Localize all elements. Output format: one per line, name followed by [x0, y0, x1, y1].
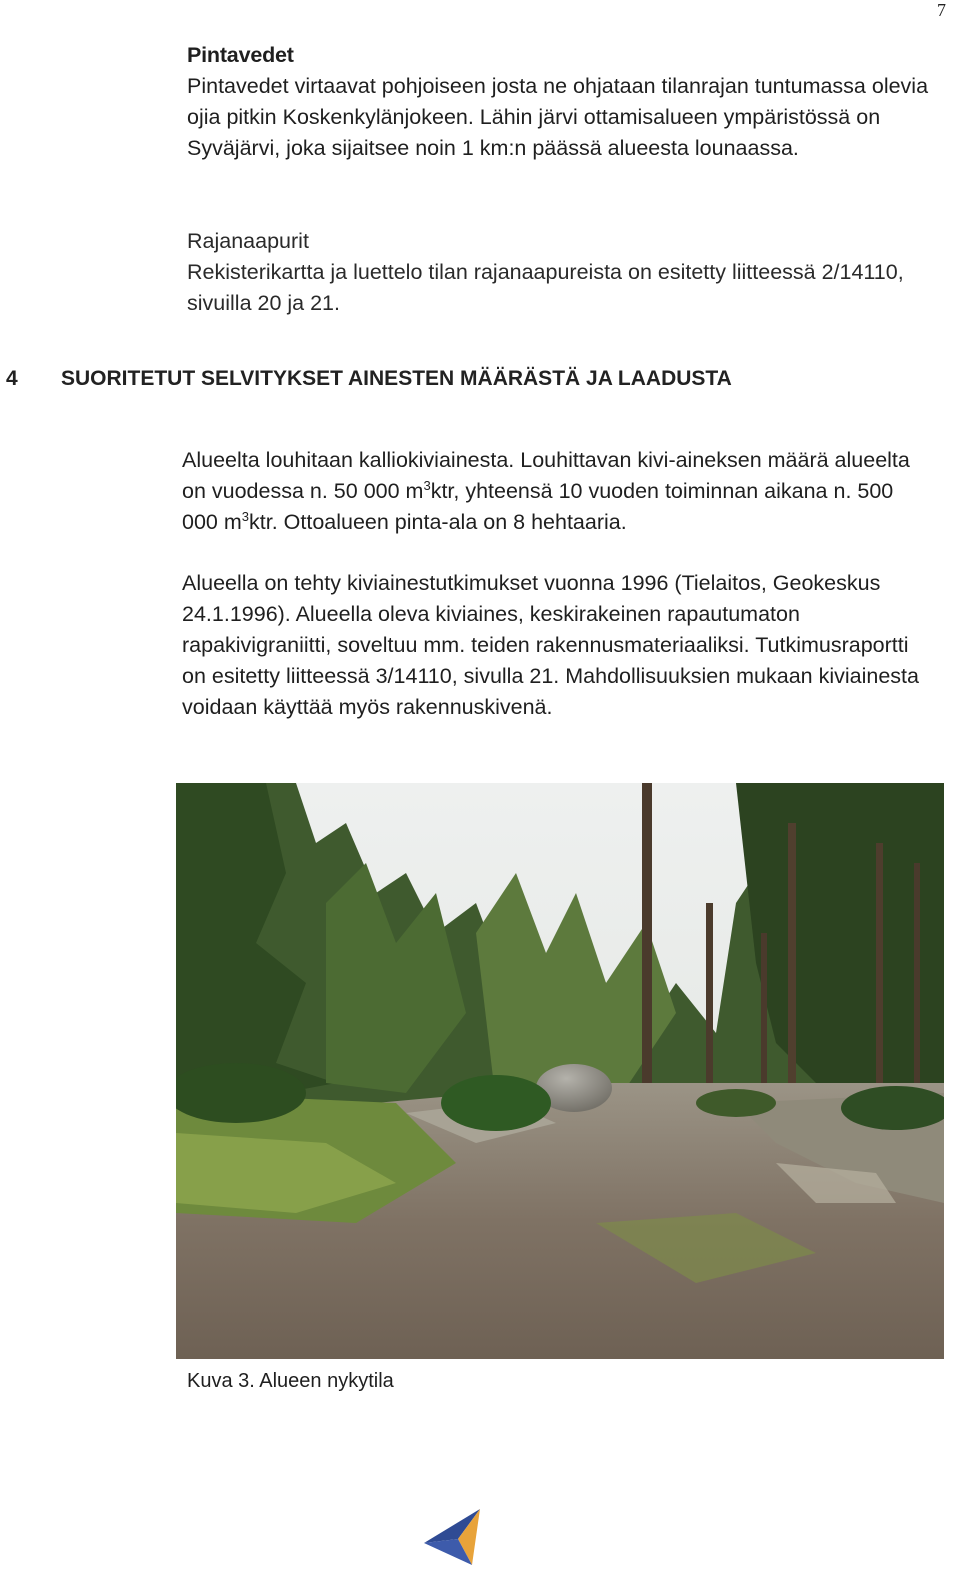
section-heading — [6, 367, 926, 391]
section-title: SUORITETUT SELVITYKSET AINESTEN MÄÄRÄSTÄ JA LAADUSTA — [61, 367, 732, 390]
para1-text-a: Alueelta louhitaan kalliokiviainesta. Louhittavan kivi-aineksen määrä alueelta on vuodessa n. 50 000 m — [182, 448, 910, 503]
pintavedet-title: Pintavedet — [187, 43, 294, 67]
page-number: 7 — [937, 0, 946, 20]
figure-caption: Kuva 3. Alueen nykytila — [187, 1370, 394, 1392]
rajanaapurit-title: Rajanaapurit — [187, 229, 309, 253]
rajanaapurit-text: Rekisterikartta ja luettelo tilan rajanaapureista on esitetty liitteessä 2/14110, sivuilla 20 ja 21. — [187, 260, 904, 315]
paragraph-quantity — [182, 445, 934, 538]
cubic-superscript-2: 3 — [241, 509, 249, 524]
site-photo — [176, 783, 944, 1359]
company-logo — [420, 1505, 490, 1567]
para1-text-b: ktr, yhteensä 10 vuoden toiminnan aikana n. 500 000 m — [182, 479, 894, 534]
section-pintavedet — [187, 40, 932, 164]
section-number: 4 — [6, 367, 18, 390]
paragraph-research: Alueella on tehty kiviainestutkimukset vuonna 1996 (Tielaitos, Geokeskus 24.1.1996). Alueella oleva kiviaines, keskirakeinen rapautumaton rapakivigraniitti, soveltuu mm. teiden rakennusmateriaaliksi. Tutkimusraportti on esitetty liitteessä 3/14110, sivulla 21. Mahdollisuuksien mukaan kiviainesta voidaan käyttää myös rakennuskivenä. — [182, 571, 919, 719]
cubic-superscript-1: 3 — [423, 478, 431, 493]
para1-text-c: ktr. Ottoalueen pinta-ala on 8 hehtaaria. — [249, 510, 627, 534]
pintavedet-text: Pintavedet virtaavat pohjoiseen josta ne ohjataan tilanrajan tuntumassa olevia ojia pitkin Koskenkylänjokeen. Lähin järvi ottamisalueen ympäristössä on Syväjärvi, joka sijaitsee noin 1 km:n päässä alueesta lounaassa. — [187, 74, 929, 160]
section-rajanaapurit — [187, 226, 932, 319]
